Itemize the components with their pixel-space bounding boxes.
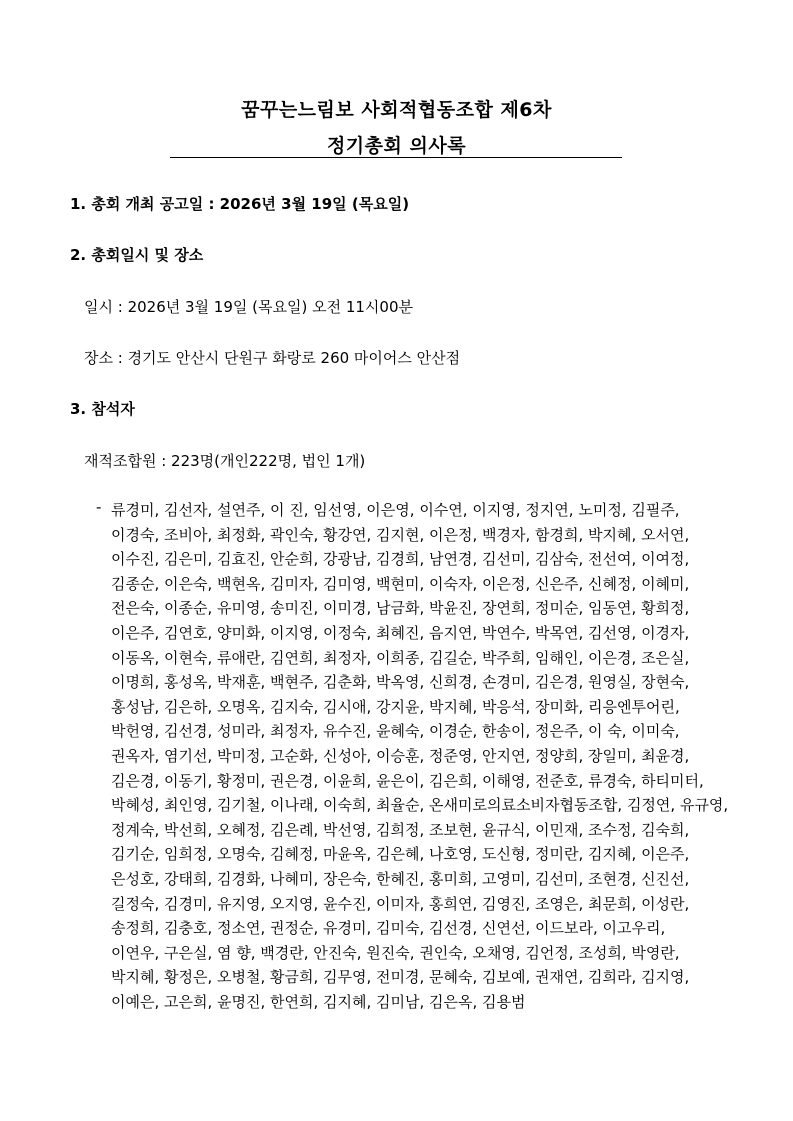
attendee-line: 류경미, 김선자, 설연주, 이 진, 임선영, 이은영, 이수연, 이지영, 정지연, 노미정, 김필주,	[111, 501, 680, 519]
attendee-line: 김종순, 이은숙, 백현옥, 김미자, 김미영, 백현미, 이숙자, 이은정, 신은주, 신혜정, 이혜미,	[111, 574, 690, 593]
attendee-line: 김기순, 임희정, 오명숙, 김혜정, 마윤옥, 김은혜, 나호영, 도신형, 정미란, 김지혜, 이은주,	[111, 845, 690, 864]
attendee-line: 이수진, 김은미, 김효진, 안순희, 강광남, 김경희, 남연경, 김선미, 김삼숙, 전선여, 이여정,	[111, 550, 690, 569]
attendee-line: 박지혜, 황정은, 오병철, 황금희, 김무영, 전미경, 문혜숙, 김보예, 권재연, 김희라, 김지영,	[111, 968, 690, 987]
section-1-heading: 1. 총회 개최 공고일 : 2026년 3월 19일 (목요일)	[70, 195, 410, 213]
attendee-list-bullet: -	[96, 498, 102, 516]
attendee-line: 송정희, 김충호, 정소연, 권정순, 유경미, 김미숙, 김선경, 신연선, 이드보라, 이고우리,	[111, 919, 666, 938]
attendee-list	[111, 498, 771, 1014]
attendee-line: 이동옥, 이현숙, 류애란, 김연희, 최정자, 이희종, 김길순, 박주희, 임해인, 이은경, 조은실,	[111, 648, 690, 667]
attendee-line: 박헌영, 김선경, 성미라, 최정자, 유수진, 윤혜숙, 이경순, 한송이, 정은주, 이 숙, 이미숙,	[111, 722, 680, 741]
attendee-line: 이은주, 김연호, 양미화, 이지영, 이정숙, 최혜진, 음지연, 박연수, 박목연, 김선영, 이경자,	[111, 623, 690, 642]
section-3-heading: 3. 참석자	[70, 400, 135, 418]
document-title-line2: 정기총회 의사록	[326, 135, 467, 157]
attendee-line: 이연우, 구은실, 염 향, 백경란, 안진숙, 원진숙, 권인숙, 오채영, 김언정, 조성희, 박영란,	[111, 943, 680, 962]
attendee-line: 길정숙, 김경미, 유지영, 오지영, 윤수진, 이미자, 홍희연, 김영진, 조영은, 최문희, 이성란,	[111, 894, 690, 913]
attendee-line: 권옥자, 염기선, 박미정, 고순화, 신성아, 이승훈, 정준영, 안지연, 정양희, 장일미, 최윤경,	[111, 746, 690, 765]
attendee-line: 박혜성, 최인영, 김기철, 이나래, 이숙희, 최율순, 온새미로의료소비자협동조합, 김정연, 유규영,	[111, 796, 729, 815]
attendee-line: 이명희, 홍성옥, 박재훈, 백현주, 김춘화, 박옥영, 신희경, 손경미, 김은경, 원영실, 장현숙,	[111, 673, 690, 692]
attendee-line: 은성호, 강태희, 김경화, 나혜미, 장은숙, 한혜진, 홍미희, 고영미, 김선미, 조현경, 신진선,	[111, 869, 690, 888]
attendee-line: 김은경, 이동기, 황정미, 권은경, 이윤희, 윤은이, 김은희, 이해영, 전준호, 류경숙, 하티미터,	[111, 771, 704, 790]
title-underline	[170, 157, 622, 158]
section-2-heading: 2. 총회일시 및 장소	[70, 246, 204, 264]
meeting-place: 장소 : 경기도 안산시 단원구 화랑로 260 마이어스 안산점	[84, 349, 461, 367]
attendee-line: 정계숙, 박선희, 오혜정, 김은례, 박선영, 김희정, 조보현, 윤규식, 이민재, 조수정, 김숙희,	[111, 820, 690, 839]
registered-members-count: 재적조합원 : 223명(개인222명, 법인 1개)	[84, 452, 366, 470]
attendee-line: 이경숙, 조비아, 최정화, 곽인숙, 황강연, 김지현, 이은정, 백경자, 함경희, 박지혜, 오서연,	[111, 525, 690, 544]
attendee-line: 전은숙, 이종순, 유미영, 송미진, 이미경, 남금화, 박윤진, 장연희, 정미순, 임동연, 황희정,	[111, 599, 690, 618]
meeting-datetime: 일시 : 2026년 3월 19일 (목요일) 오전 11시00분	[84, 298, 413, 316]
document-title-line1: 꿈꾸는느림보 사회적협동조합 제6차	[241, 99, 552, 121]
attendee-line: 홍성남, 김은하, 오명옥, 김지숙, 김시애, 강지윤, 박지혜, 박응석, 장미화, 리응엔투어린,	[111, 697, 680, 716]
attendee-line: 이예은, 고은희, 윤명진, 한연희, 김지혜, 김미남, 김은옥, 김용범	[111, 992, 526, 1011]
